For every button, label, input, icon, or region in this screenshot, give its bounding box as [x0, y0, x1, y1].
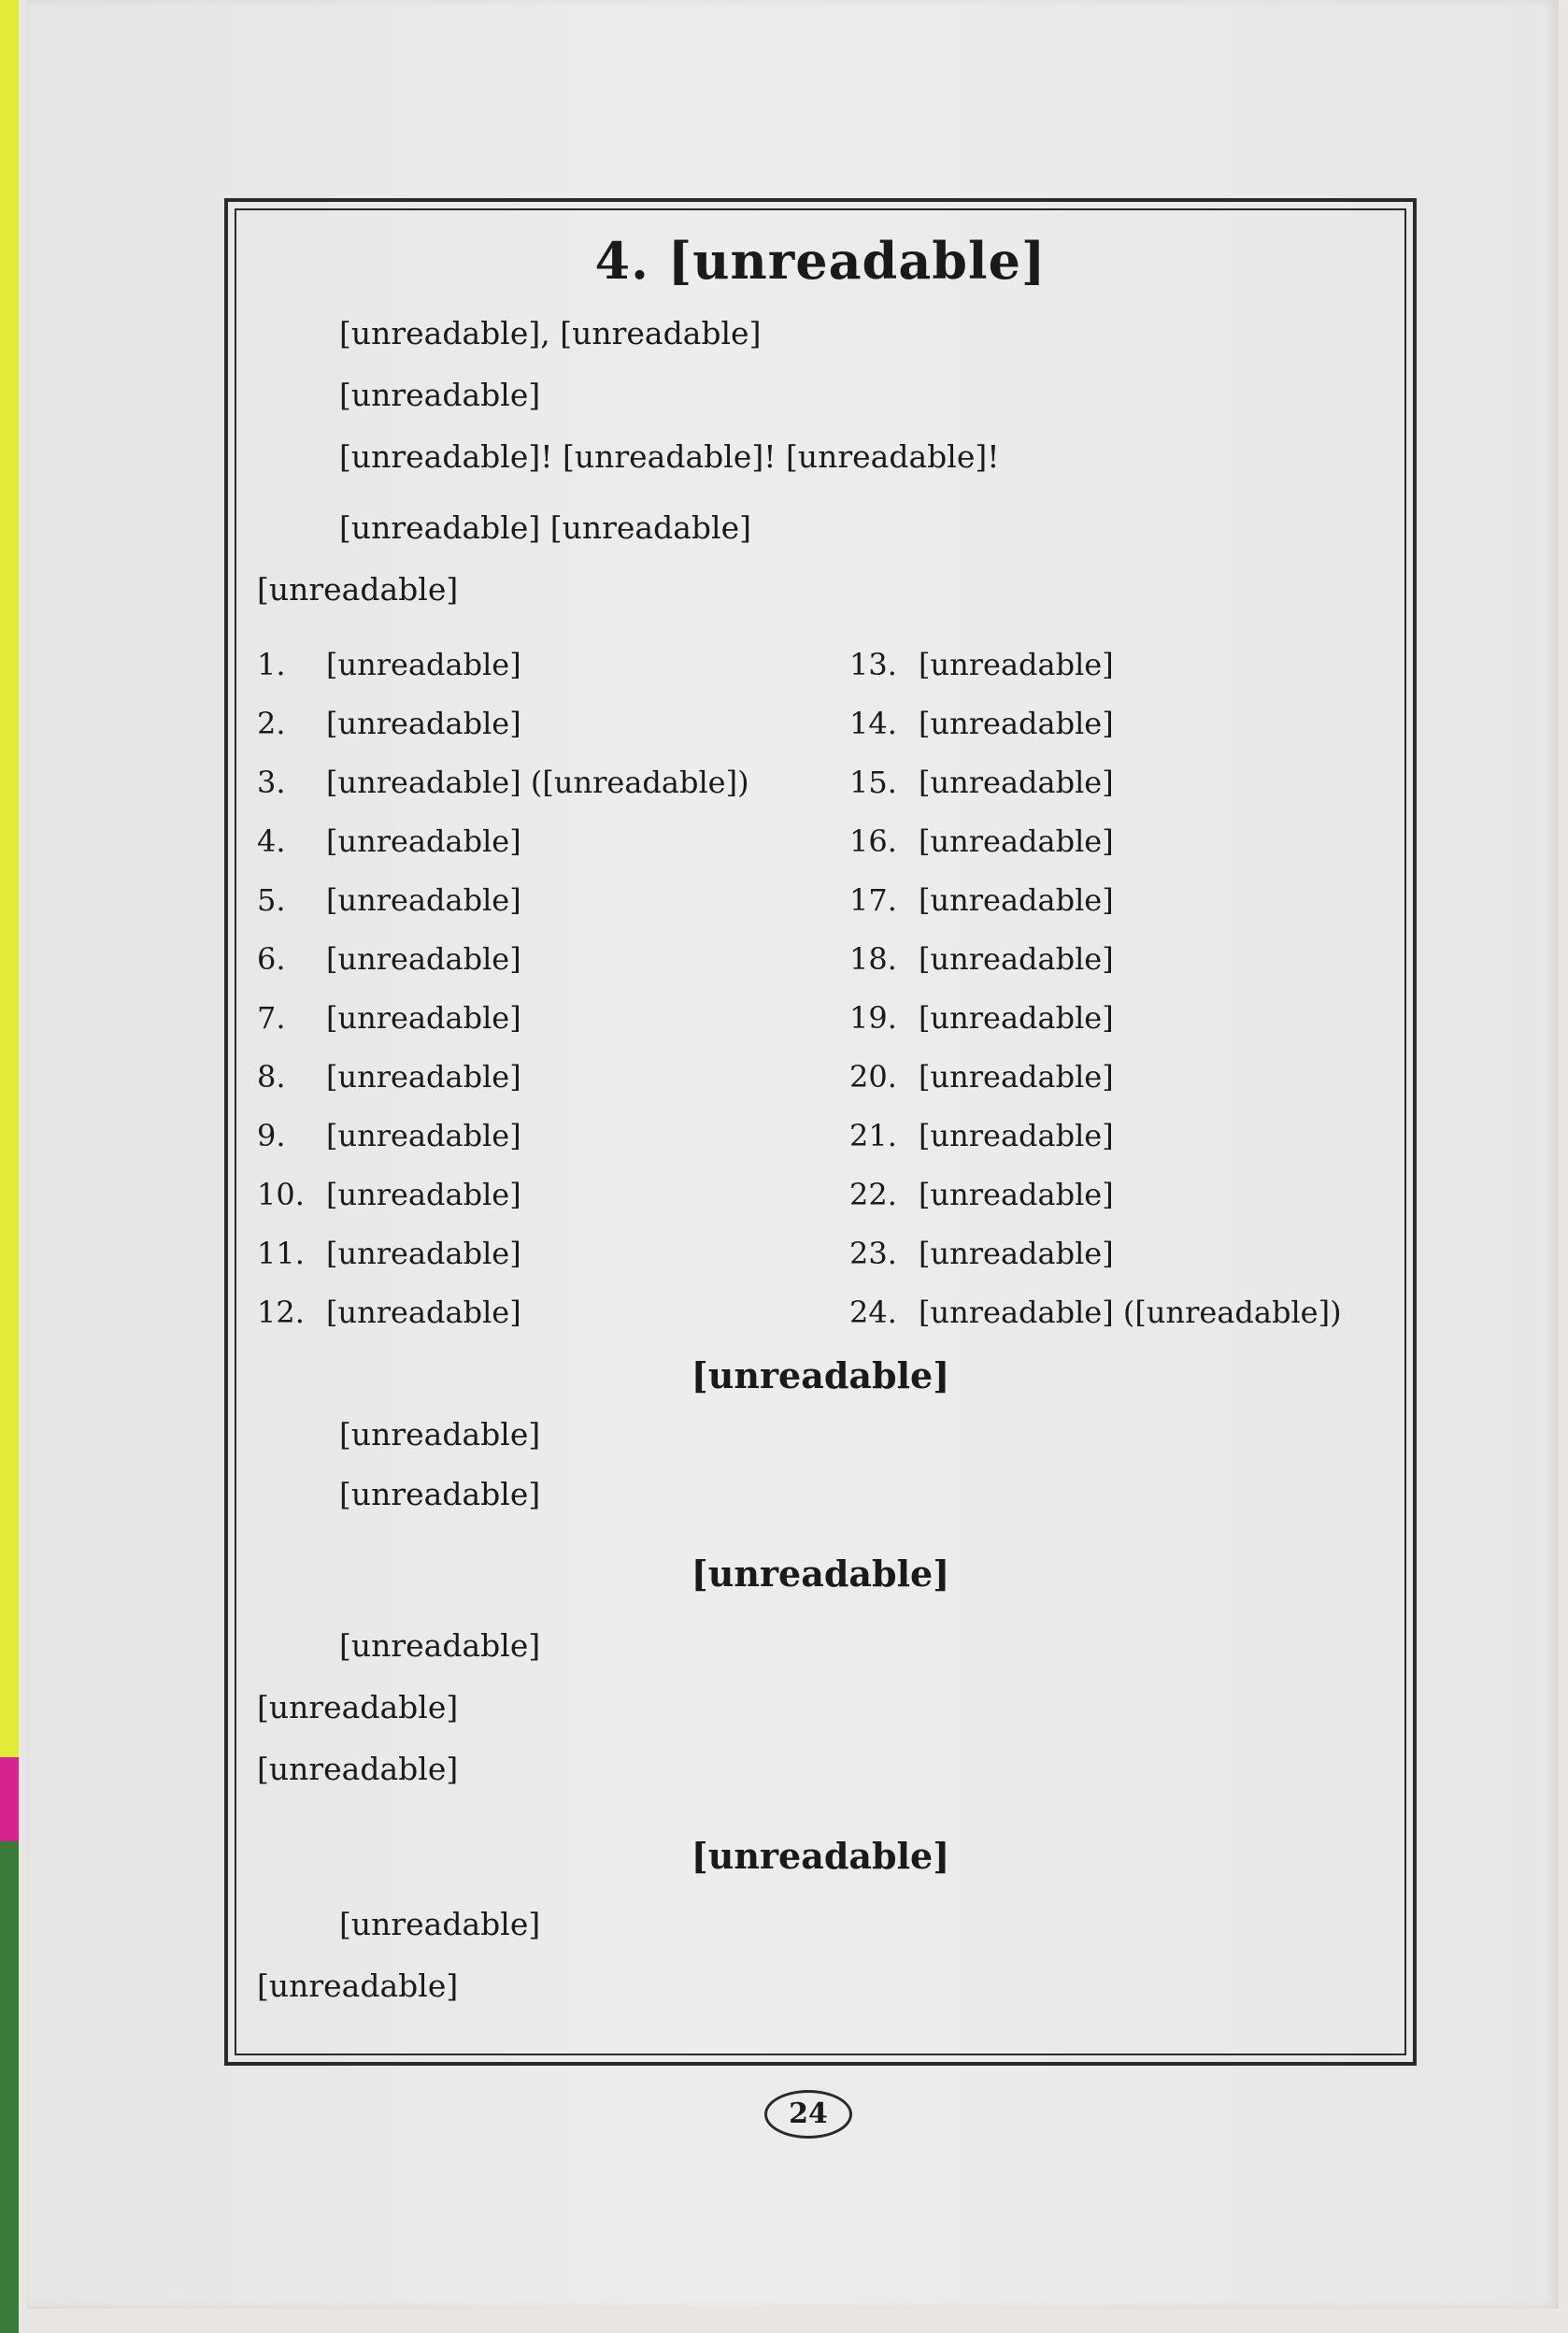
list-item [257, 1165, 836, 1224]
item-number: 1. [257, 646, 286, 682]
list-item [257, 929, 836, 988]
achamya-line-2: [unreadable] [257, 571, 459, 608]
item-text: [unreadable] [919, 1176, 1114, 1212]
item-number: 3. [257, 764, 286, 800]
list-item [257, 1047, 836, 1106]
list-item [257, 811, 836, 870]
section-heading-pranayamam: [unreadable] [691, 1553, 950, 1595]
item-number: 21. [849, 1117, 897, 1153]
item-number: 20. [849, 1058, 897, 1095]
pranayamam-line-2: [unreadable] [257, 1689, 459, 1725]
list-item [849, 1224, 1401, 1282]
item-text: [unreadable] [326, 1117, 521, 1153]
item-text: [unreadable] ([unreadable]) [919, 1294, 1342, 1330]
section-heading-sankalpam: [unreadable] [691, 1835, 950, 1877]
item-number: 17. [849, 881, 897, 918]
book-edge-magenta [0, 1757, 19, 1841]
sankalpam-line-1: [unreadable] [339, 1906, 541, 1942]
item-text: [unreadable] [919, 705, 1114, 741]
item-number: 16. [849, 823, 897, 859]
list-item [257, 635, 836, 694]
book-page [26, 0, 1559, 2309]
item-number: 5. [257, 881, 286, 918]
item-number: 24. [849, 1294, 897, 1330]
pranayamam-line-1: [unreadable] [339, 1627, 541, 1664]
item-text: [unreadable] [326, 1235, 521, 1271]
item-number: 8. [257, 1058, 286, 1095]
book-edge-green [0, 1841, 19, 2333]
achamya-line-1: [unreadable] [unreadable] [339, 509, 751, 546]
list-item [849, 811, 1401, 870]
list-item [257, 1224, 836, 1282]
list-item [849, 752, 1401, 811]
item-number: 15. [849, 764, 897, 800]
list-item [257, 1106, 836, 1165]
item-text: [unreadable] [326, 999, 521, 1036]
bhutochatanam-line-1: [unreadable] [339, 1416, 541, 1453]
item-text: [unreadable] [326, 1294, 521, 1330]
list-item [849, 988, 1401, 1047]
content-frame-inner [235, 208, 1406, 2055]
item-text: [unreadable] ([unreadable]) [326, 764, 749, 800]
book-edge-yellow [0, 0, 19, 1757]
list-item [849, 1047, 1401, 1106]
names-column-right [849, 635, 1401, 1341]
page-title: 4. [unreadable] [594, 231, 1047, 291]
item-number: 23. [849, 1235, 897, 1271]
item-text: [unreadable] [919, 940, 1114, 977]
item-text: [unreadable] [919, 1235, 1114, 1271]
list-item [257, 988, 836, 1047]
item-text: [unreadable] [326, 705, 521, 741]
item-text: [unreadable] [326, 1058, 521, 1095]
list-item [849, 694, 1401, 752]
section-heading-bhutochatanam: [unreadable] [691, 1354, 950, 1396]
item-text: [unreadable] [326, 881, 521, 918]
names-column-left [257, 635, 836, 1341]
item-number: 4. [257, 823, 286, 859]
list-item [849, 1282, 1401, 1341]
item-text: [unreadable] [919, 823, 1114, 859]
pranayamam-line-3: [unreadable] [257, 1751, 459, 1787]
item-number: 7. [257, 999, 286, 1036]
intro-line-3: [unreadable]! [unreadable]! [unreadable]! [339, 438, 1000, 475]
list-item [849, 870, 1401, 929]
list-item [257, 694, 836, 752]
list-item [849, 635, 1401, 694]
item-text: [unreadable] [326, 1176, 521, 1212]
sankalpam-line-2: [unreadable] [257, 1968, 459, 2004]
item-text: [unreadable] [326, 940, 521, 977]
item-number: 9. [257, 1117, 286, 1153]
list-item [849, 1165, 1401, 1224]
item-number: 14. [849, 705, 897, 741]
item-text: [unreadable] [326, 646, 521, 682]
bhutochatanam-line-2: [unreadable] [339, 1476, 541, 1512]
item-number: 2. [257, 705, 286, 741]
list-item [257, 870, 836, 929]
intro-line-1: [unreadable], [unreadable] [339, 315, 762, 351]
item-text: [unreadable] [326, 823, 521, 859]
intro-line-2: [unreadable] [339, 377, 541, 413]
item-text: [unreadable] [919, 646, 1114, 682]
list-item [849, 1106, 1401, 1165]
page-number: 24 [764, 2090, 852, 2139]
item-number: 18. [849, 940, 897, 977]
item-text: [unreadable] [919, 764, 1114, 800]
content-frame [224, 198, 1417, 2066]
item-text: [unreadable] [919, 881, 1114, 918]
list-item [257, 752, 836, 811]
item-number: 19. [849, 999, 897, 1036]
list-item [257, 1282, 836, 1341]
item-number: 22. [849, 1176, 897, 1212]
item-number: 6. [257, 940, 286, 977]
list-item [849, 929, 1401, 988]
item-number: 13. [849, 646, 897, 682]
item-text: [unreadable] [919, 999, 1114, 1036]
item-number: 12. [257, 1294, 305, 1330]
item-text: [unreadable] [919, 1117, 1114, 1153]
item-text: [unreadable] [919, 1058, 1114, 1095]
item-number: 10. [257, 1176, 305, 1212]
item-number: 11. [257, 1235, 305, 1271]
